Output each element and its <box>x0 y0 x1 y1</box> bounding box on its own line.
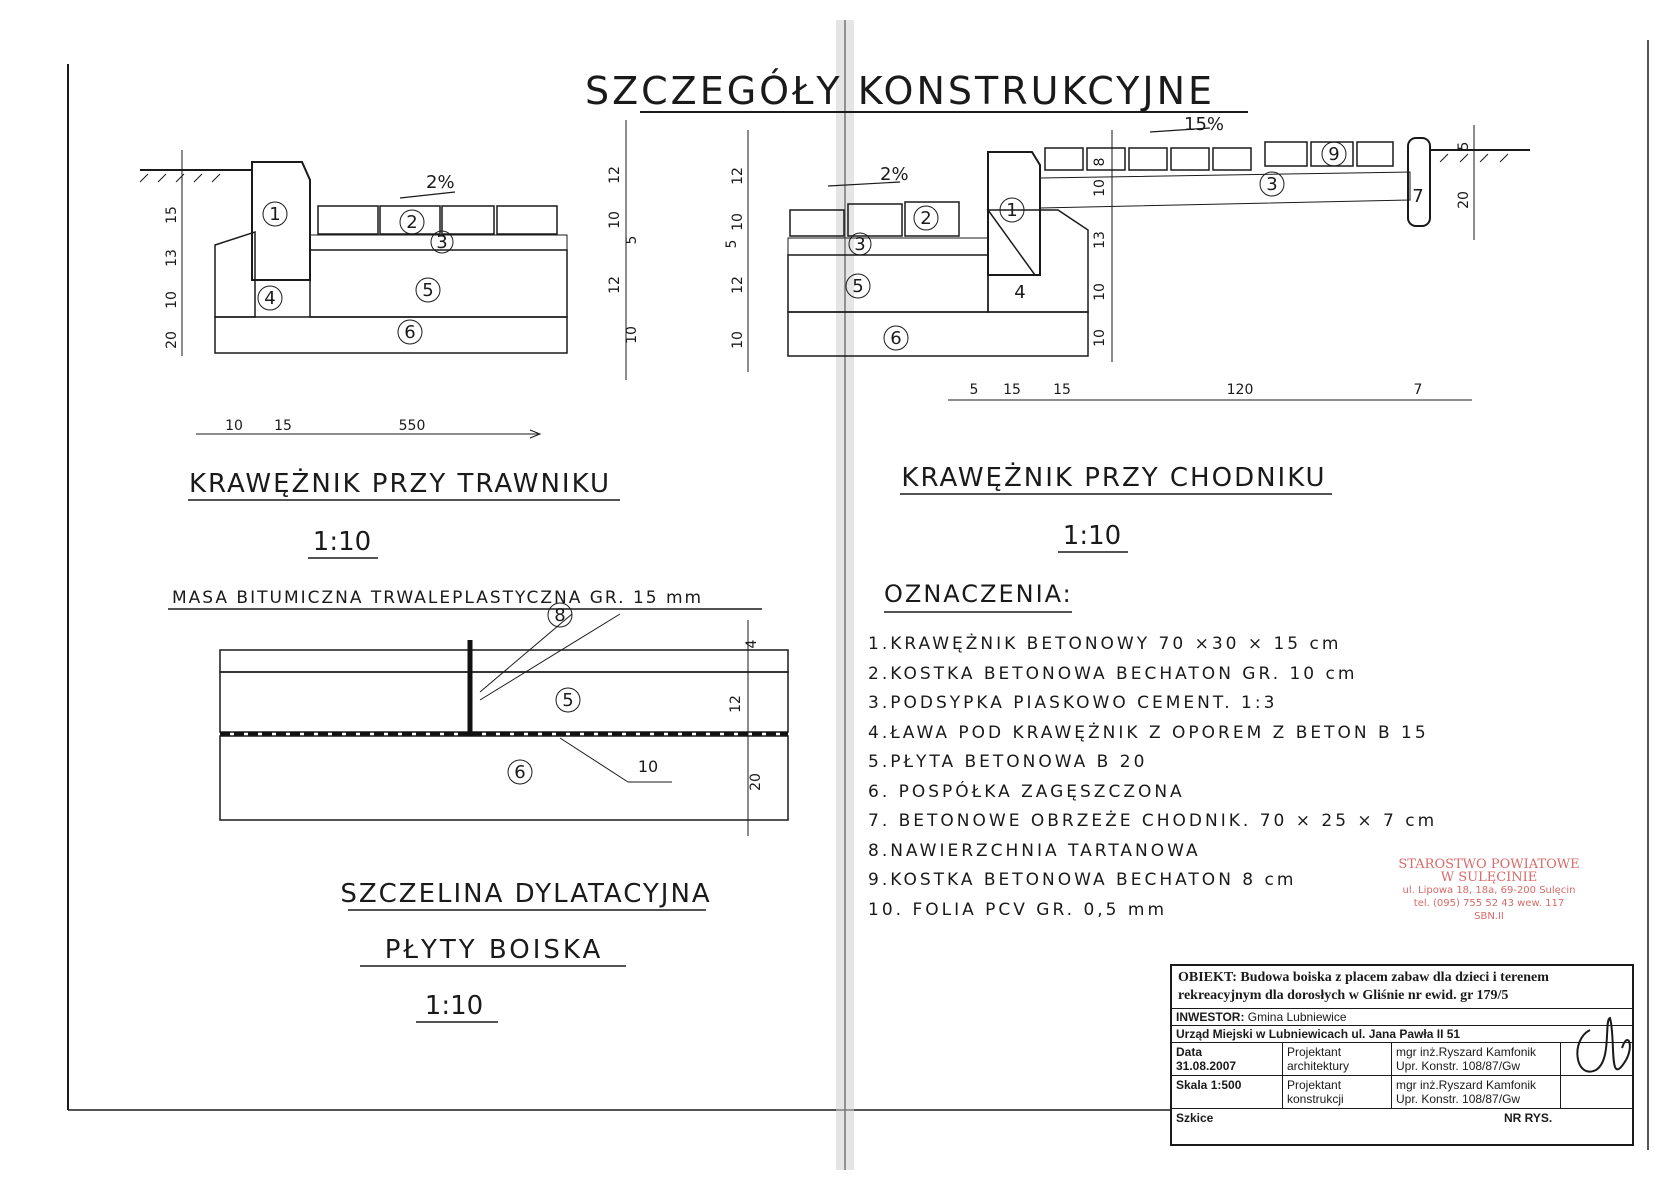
detail-expansion-joint <box>168 588 788 1022</box>
left-slope: 2% <box>426 172 455 193</box>
svg-text:4: 4 <box>1014 282 1026 303</box>
stamp-line: W SULĘCINIE <box>1440 870 1538 885</box>
svg-text:12: 12 <box>728 695 744 713</box>
legend-item: 4.ŁAWA POD KRAWĘŻNIK Z OPOREM Z BETON B 15 <box>868 722 1429 743</box>
left-detail-scale: 1:10 <box>312 527 372 557</box>
detail-curb-lawn <box>140 120 640 558</box>
legend-item: 7. BETONOWE OBRZEŻE CHODNIK. 70 × 25 × 7 cm <box>868 811 1438 831</box>
engineer-license: Upr. Konstr. 108/87/Gw <box>1396 1092 1521 1106</box>
empty-cell <box>1561 1076 1632 1108</box>
svg-text:12: 12 <box>607 276 623 294</box>
legend-item: 10. FOLIA PCV GR. 0,5 mm <box>868 899 1168 920</box>
svg-text:3: 3 <box>1266 174 1278 195</box>
date-value: 31.08.2007 <box>1176 1059 1237 1073</box>
svg-text:5: 5 <box>624 235 640 245</box>
svg-text:10: 10 <box>1092 179 1108 197</box>
svg-text:13: 13 <box>1092 231 1108 249</box>
stamp-line: ul. Lipowa 18, 18a, 69-200 Sulęcin <box>1402 885 1576 896</box>
sketch-row <box>1172 1109 1632 1127</box>
svg-text:5: 5 <box>724 239 740 249</box>
svg-text:2: 2 <box>920 208 932 229</box>
svg-text:6: 6 <box>404 322 416 343</box>
svg-text:7: 7 <box>1412 186 1424 207</box>
svg-text:10: 10 <box>1092 283 1108 301</box>
svg-text:12: 12 <box>607 166 623 184</box>
legend <box>868 580 1438 925</box>
svg-text:10: 10 <box>607 211 623 229</box>
svg-text:15: 15 <box>1003 382 1021 398</box>
svg-text:5: 5 <box>969 382 979 398</box>
joint-title-2: PŁYTY BOISKA <box>384 935 604 965</box>
svg-text:3: 3 <box>854 234 866 255</box>
investor-label: INWESTOR: <box>1176 1010 1245 1024</box>
date-label: Data <box>1176 1045 1203 1059</box>
object-label: OBIEKT: <box>1178 970 1237 985</box>
main-title-text: SZCZEGÓŁY KONSTRUKCYJNE <box>584 69 1216 113</box>
svg-text:1: 1 <box>269 204 281 225</box>
svg-text:5: 5 <box>422 280 434 301</box>
svg-text:15: 15 <box>164 206 180 224</box>
svg-text:6: 6 <box>514 762 526 783</box>
object-value: Budowa boiska z placem zabaw dla dzieci i terenem rekreacyjnym dla dorosłych w Gliśnie nr ewid. gr 179/5 <box>1178 970 1549 1003</box>
stamp-line: tel. (095) 755 52 43 wew. 117 <box>1413 898 1565 909</box>
svg-text:12: 12 <box>730 167 746 185</box>
legend-heading: OZNACZENIA: <box>884 580 1073 608</box>
legend-item: 6. POSPÓŁKA ZAGĘSZCZONA <box>868 781 1185 802</box>
sketch-label: Szkice <box>1176 1111 1214 1125</box>
svg-text:20: 20 <box>1456 191 1472 209</box>
joint-scale: 1:10 <box>424 991 484 1021</box>
legend-item: 1.KRAWĘŻNIK BETONOWY 70 ×30 × 15 cm <box>868 634 1342 654</box>
architect-license: Upr. Konstr. 108/87/Gw <box>1396 1059 1521 1073</box>
svg-text:6: 6 <box>890 328 902 349</box>
joint-note: MASA BITUMICZNA TRWALEPLASTYCZNA GR. 15 mm <box>172 588 704 608</box>
svg-text:12: 12 <box>730 276 746 294</box>
stamp-line: STAROSTWO POWIATOWE <box>1398 857 1580 872</box>
right-detail-title: KRAWĘŻNIK PRZY CHODNIKU <box>901 463 1327 493</box>
svg-text:5: 5 <box>562 690 574 711</box>
right-slope-right: 15% <box>1184 114 1225 135</box>
scale-value: Skala 1:500 <box>1172 1076 1283 1108</box>
svg-text:5: 5 <box>852 276 864 297</box>
office-stamp <box>1384 858 1594 923</box>
svg-text:2: 2 <box>406 212 418 233</box>
svg-text:15: 15 <box>1053 382 1071 398</box>
svg-text:10: 10 <box>225 418 243 434</box>
drawing-number-label: NR RYS. <box>1504 1111 1553 1125</box>
svg-text:4: 4 <box>264 288 276 309</box>
engineer-name: mgr inż.Ryszard Kamfonik <box>1396 1078 1537 1092</box>
svg-text:13: 13 <box>164 249 180 267</box>
svg-text:5: 5 <box>1456 141 1472 151</box>
svg-text:8: 8 <box>554 605 566 626</box>
investor-row <box>1172 1009 1632 1026</box>
left-detail-title: KRAWĘŻNIK PRZY TRAWNIKU <box>189 469 611 499</box>
engineer-row <box>1172 1076 1632 1109</box>
legend-item: 5.PŁYTA BETONOWA B 20 <box>868 752 1148 772</box>
svg-text:15: 15 <box>274 418 292 434</box>
main-title <box>585 69 1248 113</box>
svg-text:10: 10 <box>164 291 180 309</box>
svg-text:1: 1 <box>1006 200 1018 221</box>
address-row: Urząd Miejski w Lubniewicach ul. Jana Pawła II 51 <box>1172 1026 1632 1043</box>
svg-text:10: 10 <box>1092 329 1108 347</box>
signature-cell <box>1561 1043 1632 1075</box>
right-detail-scale: 1:10 <box>1062 521 1122 551</box>
svg-text:550: 550 <box>398 418 426 434</box>
right-slope-left: 2% <box>880 164 909 185</box>
architect-name: mgr inż.Ryszard Kamfonik <box>1396 1045 1537 1059</box>
svg-text:9: 9 <box>1328 144 1340 165</box>
legend-item: 8.NAWIERZCHNIA TARTANOWA <box>868 840 1201 861</box>
joint-title-1: SZCZELINA DYLATACYJNA <box>340 879 712 909</box>
title-block <box>1170 964 1634 1146</box>
svg-text:8: 8 <box>1092 157 1108 167</box>
svg-text:10: 10 <box>624 326 640 344</box>
svg-text:3: 3 <box>436 232 448 253</box>
svg-text:10: 10 <box>730 213 746 231</box>
object-row <box>1172 966 1632 1009</box>
legend-item: 2.KOSTKA BETONOWA BECHATON GR. 10 cm <box>868 663 1358 684</box>
legend-item: 9.KOSTKA BETONOWA BECHATON 8 cm <box>868 870 1297 890</box>
stamp-line: SBN.II <box>1474 911 1504 922</box>
left-markers <box>258 202 453 344</box>
foil-label: 10 <box>637 757 659 776</box>
svg-text:4: 4 <box>744 639 760 649</box>
svg-text:20: 20 <box>164 331 180 349</box>
legend-item: 3.PODSYPKA PIASKOWO CEMENT. 1:3 <box>868 693 1278 713</box>
engineer-label: Projektant konstrukcji <box>1283 1076 1392 1108</box>
svg-text:7: 7 <box>1413 382 1423 398</box>
svg-text:120: 120 <box>1226 382 1254 398</box>
architect-row <box>1172 1043 1632 1076</box>
svg-text:10: 10 <box>730 331 746 349</box>
svg-text:20: 20 <box>748 773 764 791</box>
architect-label: Projektant architektury <box>1283 1043 1392 1075</box>
investor-value: Gmina Lubniewice <box>1247 1010 1347 1024</box>
